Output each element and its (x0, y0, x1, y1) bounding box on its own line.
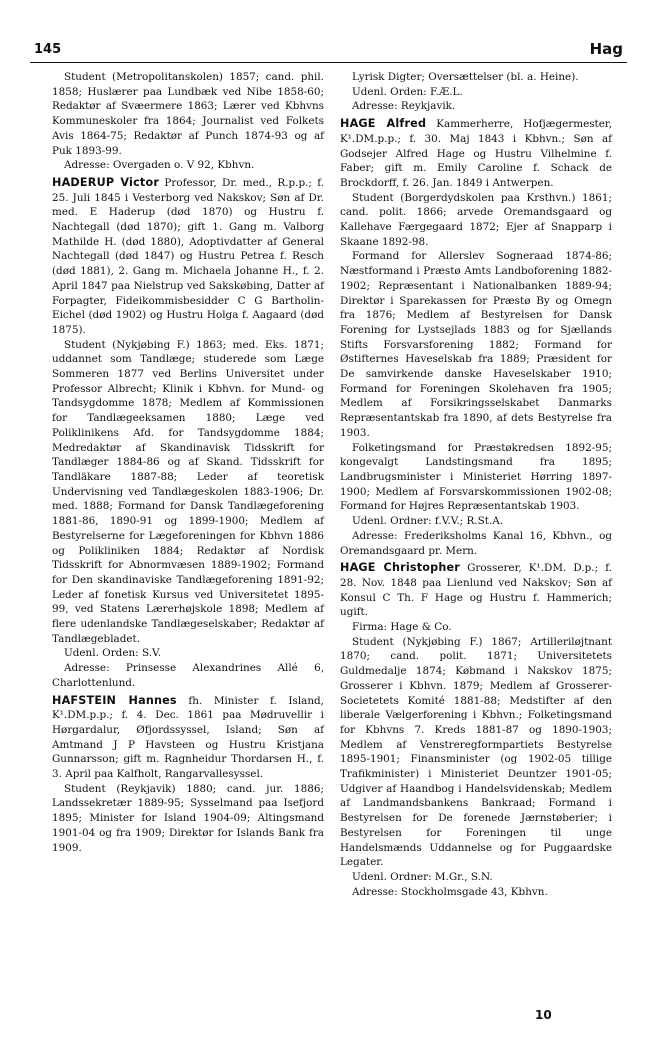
entry-name: HADERUP Victor (52, 175, 160, 189)
entry-politics: Folketingsmand for Præstøkredsen 1892-95; kongevalgt Landstingsmand fra 1895; Landbrugsminister i Ministeriet Hørring 1897-1900; Medlem af Forsvarskommissionen 1902-08; Formand for Højres Repræsentantskab 1903. (340, 441, 612, 513)
right-column (340, 70, 612, 899)
continued-entry-address: Adresse: Reykjavik. (352, 100, 456, 113)
entry-name: HAGE Christopher (340, 561, 461, 575)
entry-orders: Udenl. Ordner: f.V.V.; R.St.A. (352, 515, 504, 528)
entry-bio: Grosserer, K¹.DM. D.p.; f. 28. Nov. 1848 paa Lienlund ved Nakskov; Søn af Konsul C Th. F Hage og Hustru f. Hammerich; ugift. (340, 562, 612, 619)
entry-bio: fh. Minister f. Island, K¹.DM.p.p.; f. 4. Dec. 1861 paa Mødruvellir i Hørgardalur, Øfjordssyssel, Island; Søn af Amtmand J P Havsteen og Hustru Kristjana Gunnarsson; gift m. Ragnheidur Thordarsen H., f. 3. April paa Kalfholt, Rangarvallesyssel. (52, 694, 324, 781)
entry-hafstein-hannes (52, 694, 324, 782)
entry-hage-christopher (340, 561, 612, 620)
entry-address: Adresse: Prinsesse Alexandrines Allé 6, Charlottenlund. (52, 662, 324, 689)
continued-entry-orders: Udenl. Orden: F.Æ.L. (352, 85, 463, 98)
entry-firm: Firma: Hage & Co. (352, 621, 452, 634)
page-number: 145 (34, 42, 62, 57)
entry-hage-alfred (340, 117, 612, 191)
continued-entry-address: Adresse: Overgaden o. V 92, Kbhvn. (64, 159, 255, 172)
entry-orders: Udenl. Ordner: M.Gr., S.N. (352, 870, 493, 883)
entry-career: Student (Nykjøbing F.) 1863; med. Eks. 1871; uddannet som Tandlæge; studerede som Læge Sommeren 1877 ved Berlins Universitet under Professor Albrecht; Klinik i Kbhvn. for Mund- og Tandsygdomme 1878; Medlem af Kommissionen for Tandlægeeksamen 1880; Læge ved Poliklinikens Afd. for Tandsygdomme 1884; Medredaktør af Skandinavisk Tidsskrift for Tandlæger 1884-86 og af Skand. Tidsskrift for Tandläkare 1887-88; Leder af teoretisk Undervisning ved Tandlægeskolen 1883-1906; Dr. med. 1888; Formand for Dansk Tandlægeforening 1881-86, 1890-91 og 1899-1900; Medlem af Bestyrelserne for Lægeforeningen for Kbhvn 1886 og Polikliniken 1884; Redaktør af Nordisk Tidsskrift for Abnormvæsen 1889-1902; Formand for Den skandinaviske Tandlægeforening 1891-92; Leder af fonetisk Kursus ved Universitetet 1895-99, ved Statens Lærerhøjskole 1898; Medlem af flere udenlandske Tandlægeselskaber; Redaktør af Tandlægebladet. (52, 338, 324, 645)
entry-career: Student (Nykjøbing F.) 1867; Artilleriløjtnant 1870; cand. polit. 1871; Universitetets Guldmedalje 1874; Købmand i Nakskov 1875; Grosserer i Kbhvn. 1879; Medlem af Grosserer-Societetets Komité 1881-88; Medstifter af den liberale Vælgerforening i Kbhvn.; Folketingsmand for Kbhvns 7. Kreds 1881-87 og 1890-1903; Medlem af Venstreregformpartiets Bestyrelse 1895-1901; Finansminister (og 1902-05 tillige Trafikminister) i Ministeriet Deuntzer 1901-05; Udgiver af Haandbog i Handelsvidenskab; Medlem af Landmandsbankens Bankraad; Formand i Bestyrelsen for De forenede Jærnstøberier; i Bestyrelsen for Foreningen til unge Handelsmænds Uddannelse og for Puggaardske Legater. (340, 635, 612, 869)
entry-name: HAGE Alfred (340, 117, 427, 131)
entry-haderup-victor (52, 176, 324, 338)
entry-career: Formand for Allerslev Sogneraad 1874-86; Næstformand i Præstø Amts Landboforening 1882-1902; Repræsentant i Nationalbanken 1889-94; Direktør i Sparekassen for Præstø By og Omegn fra 1876; Medlem af Bestyrelsen for Dansk Forening for Lystsejlads 1883 og for Sjællands Stifts Forsvarsforening 1882; Formand for Østifternes Haveselskab fra 1889; Præsident for De samvirkende danske Haveselskaber 1910; Formand for Foreningen Skolehaven fra 1905; Medlem af Forsikringsselskabet Danmarks Repræsentantskab fra 1890, af dets Bestyrelse fra 1903. (340, 250, 612, 439)
entry-education: Student (Borgerdydskolen paa Krsthvn.) 1861; cand. polit. 1866; arvede Oremandsgaard og Kallehave Færgegaard 1872; Ejer af Snapparp i Skaane 1892-98. (340, 191, 612, 248)
continued-entry-career: Student (Metropolitanskolen) 1857; cand. phil. 1858; Huslærer paa Lundbæk ved Nibe 1858-60; Redaktør af Svæermere 1863; Lærer ved Kbhvns Kommuneskoler fra 1864; Journalist ved Folkets Avis 1864-75; Redaktør af Punch 1874-93 og af Puk 1893-99. (52, 71, 324, 157)
page-header (30, 40, 627, 63)
entry-address: Adresse: Stockholmsgade 43, Kbhvn. (352, 885, 548, 898)
entry-name: HAFSTEIN Hannes (52, 693, 177, 707)
entry-bio: Kammerherre, Hofjægermester, K¹.DM.p.p.; f. 30. Maj 1843 i Kbhvn.; Søn af Godsejer Alfred Hage og Hustru Vilhelmine f. Faber; gift m. Emily Caroline f. Schack de Brockdorff, f. 26. Jan. 1849 i Antwerpen. (340, 118, 612, 189)
entry-address: Adresse: Frederiksholms Kanal 16, Kbhvn., og Oremandsgaard pr. Mern. (340, 529, 612, 557)
continued-entry-career: Lyrisk Digter; Oversættelser (bl. a. Heine). (352, 71, 579, 83)
signature-mark: 10 (535, 1008, 552, 1022)
entry-orders: Udenl. Orden: S.V. (64, 647, 161, 660)
left-column (52, 70, 324, 855)
entry-career: Student (Reykjavik) 1880; cand. jur. 1886; Landssekretær 1889-95; Sysselmand paa Isefjord 1895; Minister for Island 1904-09; Altingsmand 1901-04 og fra 1909; Direktør for Islands Bank fra 1909. (52, 782, 324, 854)
entry-bio: Professor, Dr. med., R.p.p.; f. 25. Juli 1845 i Vesterborg ved Nakskov; Søn af Dr. med. E Haderup (død 1870) og Hustru f. Nachtegall (død 1870); gift 1. Gang m. Valborg Mathilde H. (død 1880), Adoptivdatter af General Nachtegall (død 1847) og Hustru Petrea f. Resch (død 1881), 2. Gang m. Michaela Johanne H., f. 2. April 1847 paa Nielstrup ved Sakskøbing, Datter af Forpagter, Fideikommisbesidder C G Bartholin-Eichel (død 1902) og Hustru Holga f. Aagaard (død 1875). (52, 176, 325, 336)
running-head: Hag (589, 40, 623, 58)
